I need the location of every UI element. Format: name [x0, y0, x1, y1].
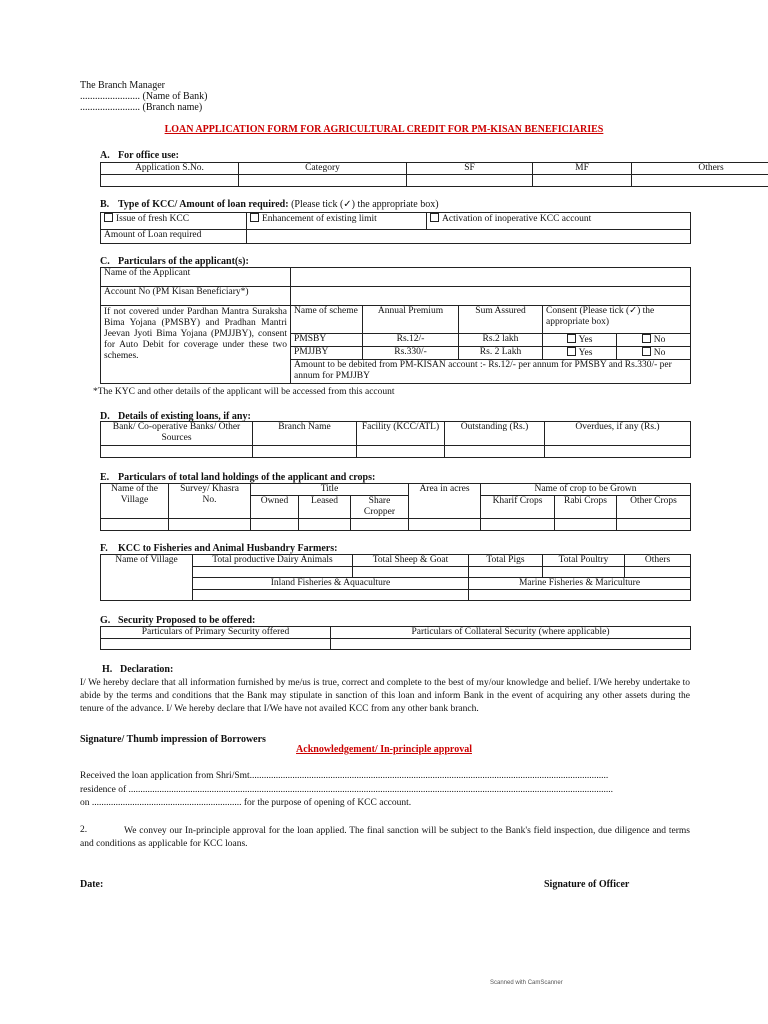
col-others: Others — [632, 163, 768, 175]
borrower-signature-label: Signature/ Thumb impression of Borrowers — [80, 734, 266, 745]
village-header: Name of Village — [101, 555, 193, 601]
owned-header: Owned — [251, 496, 299, 519]
overdues-cell[interactable] — [545, 446, 691, 458]
sf-cell[interactable] — [407, 175, 533, 187]
address-block — [80, 80, 207, 113]
section-c-heading — [100, 256, 249, 267]
date-purpose-line: on ............................................................... for the purpose of opening of KCC account. — [80, 798, 412, 808]
enhancement-option[interactable] — [247, 213, 427, 230]
col-branch-name: Branch Name — [253, 422, 357, 446]
rabi-header: Rabi Crops — [555, 496, 617, 519]
kharif-header: Kharif Crops — [481, 496, 555, 519]
section-g-label: G. — [100, 615, 111, 626]
bank-source-cell[interactable] — [101, 446, 253, 458]
branch-name-cell[interactable] — [253, 446, 357, 458]
mf-cell[interactable] — [533, 175, 632, 187]
crop-header: Name of crop to be Grown — [481, 484, 691, 496]
primary-security-cell[interactable] — [101, 639, 331, 650]
acknowledgement-title: Acknowledgement/ In-principle approval — [296, 744, 472, 755]
pmjjby-premium: Rs.330/- — [363, 347, 459, 360]
security-table — [100, 626, 691, 650]
facility-cell[interactable] — [357, 446, 445, 458]
premium-header: Annual Premium — [363, 306, 459, 334]
land-cell[interactable] — [299, 519, 351, 531]
col-facility: Facility (KCC/ATL) — [357, 422, 445, 446]
checkbox-icon[interactable] — [430, 213, 439, 222]
activation-option[interactable] — [427, 213, 691, 230]
account-label: Account No (PM Kisan Beneficiary*) — [101, 287, 291, 306]
land-holdings-table — [100, 483, 691, 531]
approval-text: We convey our In-principle approval for the loan applied. The final sanction will be subject to the Bank's field inspection, due diligence and terms and conditions as applicable for KCC loans. — [80, 826, 690, 849]
yes-label: Yes — [578, 335, 593, 345]
section-b-label: B. — [100, 199, 110, 210]
applicant-name-field[interactable] — [291, 268, 691, 287]
para-number: 2. — [80, 825, 88, 835]
bank-name-line: ........................ (Name of Bank) — [80, 91, 208, 102]
section-b-title: Type of KCC/ Amount of loan required: — [118, 199, 289, 210]
land-cell[interactable] — [251, 519, 299, 531]
land-cell[interactable] — [169, 519, 251, 531]
declaration-text: I/ We hereby declare that all information furnished by me/us is true, correct and complete to the best of my/our knowledge and belief. I/We hereby undertake to abide by the terms and conditions that the Bank may stipulate in sanction of this loan and inform Bank in the event of acquiring any other assets during the tenure of the advance. I/ We hereby declare that I/We have not availed KCC from any other bank branch. — [80, 678, 690, 714]
col-application-sno: Application S.No. — [101, 163, 239, 175]
section-a-label: A. — [100, 150, 110, 161]
survey-header: Survey/ Khasra No. — [169, 484, 251, 519]
checkbox-icon[interactable] — [642, 334, 651, 343]
debit-note: Amount to be debited from PM-KISAN account :- Rs.12/- per annum for PMSBY and Rs.330/- per annum for PMJJBY — [291, 360, 691, 384]
pmsby-label: PMSBY — [291, 334, 363, 347]
inland-cell[interactable] — [193, 590, 469, 601]
section-h-heading — [102, 664, 173, 675]
land-cell[interactable] — [555, 519, 617, 531]
residence-line: residence of ............................................................................................................................................................................................................ — [80, 785, 614, 795]
land-cell[interactable] — [351, 519, 409, 531]
fresh-kcc-label: Issue of fresh KCC — [116, 214, 190, 224]
enhancement-label: Enhancement of existing limit — [262, 214, 377, 224]
checkbox-icon[interactable] — [642, 347, 651, 356]
date-label: Date: — [80, 879, 104, 890]
pigs-header: Total Pigs — [469, 555, 543, 567]
col-category: Category — [239, 163, 407, 175]
fisheries-table — [100, 554, 691, 601]
section-e-heading — [100, 472, 375, 483]
section-a-title: For office use: — [118, 150, 179, 161]
pmjjby-yes-option[interactable] — [543, 347, 617, 360]
section-a-heading — [100, 150, 179, 161]
sheep-cell[interactable] — [353, 567, 469, 578]
land-cell[interactable] — [101, 519, 169, 531]
title-header: Title — [251, 484, 409, 496]
account-field[interactable] — [291, 287, 691, 306]
section-b-hint: (Please tick (✓) the appropriate box) — [291, 199, 439, 210]
yes-label: Yes — [578, 348, 593, 358]
form-title: LOAN APPLICATION FORM FOR AGRICULTURAL CREDIT FOR PM-KISAN BENEFICIARIES — [164, 124, 604, 135]
category-cell[interactable] — [239, 175, 407, 187]
others-cell[interactable] — [625, 567, 691, 578]
officer-signature-label: Signature of Officer — [544, 879, 630, 890]
land-cell[interactable] — [409, 519, 481, 531]
section-e-label: E. — [100, 472, 110, 483]
land-cell[interactable] — [481, 519, 555, 531]
col-sf: SF — [407, 163, 533, 175]
section-f-title: KCC to Fisheries and Animal Husbandry Farmers: — [118, 543, 338, 554]
col-outstanding: Outstanding (Rs.) — [445, 422, 545, 446]
collateral-security-cell[interactable] — [331, 639, 691, 650]
activation-label: Activation of inoperative KCC account — [442, 214, 592, 224]
inland-header: Inland Fisheries & Aquaculture — [193, 578, 469, 590]
others-cell[interactable] — [632, 175, 768, 187]
existing-loans-table — [100, 421, 691, 458]
checkbox-icon[interactable] — [567, 347, 576, 356]
amount-field[interactable] — [247, 230, 691, 244]
section-c-label: C. — [100, 256, 110, 267]
section-e-title: Particulars of total land holdings of the applicant and crops: — [118, 472, 376, 483]
area-header: Area in acres — [409, 484, 481, 519]
pigs-cell[interactable] — [469, 567, 543, 578]
poultry-cell[interactable] — [543, 567, 625, 578]
applicant-name-label: Name of the Applicant — [101, 268, 291, 287]
pmsby-premium: Rs.12/- — [363, 334, 459, 347]
kcc-type-table — [100, 212, 691, 244]
scheme-header: Name of scheme — [291, 306, 363, 334]
office-use-table — [100, 162, 768, 187]
poultry-header: Total Poultry — [543, 555, 625, 567]
kyc-footnote: *The KYC and other details of the applicant will be accessed from this account — [93, 387, 395, 397]
pmsby-yes-option[interactable] — [543, 334, 617, 347]
pmjjby-no-option[interactable] — [617, 347, 691, 360]
section-g-title: Security Proposed to be offered: — [118, 615, 256, 626]
applicant-table — [100, 267, 691, 384]
amount-label: Amount of Loan required — [101, 230, 247, 244]
branch-name-line: ........................ (Branch name) — [80, 102, 203, 113]
outstanding-cell[interactable] — [445, 446, 545, 458]
consent-header: Consent (Please tick (✓) the appropriate box) — [543, 306, 691, 334]
col-bank-source: Bank/ Co-operative Banks/ Other Sources — [101, 422, 253, 446]
other-crops-header: Other Crops — [617, 496, 691, 519]
pmjjby-label: PMJJBY — [291, 347, 363, 360]
pmsby-sum: Rs.2 lakh — [459, 334, 543, 347]
land-cell[interactable] — [617, 519, 691, 531]
marine-cell[interactable] — [469, 590, 691, 601]
section-d-title: Details of existing loans, if any: — [118, 411, 251, 422]
section-g-heading — [100, 615, 255, 626]
section-c-title: Particulars of the applicant(s): — [118, 256, 249, 267]
section-b-heading — [100, 199, 439, 210]
checkbox-icon[interactable] — [250, 213, 259, 222]
no-label: No — [653, 348, 666, 358]
collateral-security-header: Particulars of Collateral Security (where applicable) — [331, 627, 691, 639]
addressee: The Branch Manager — [80, 80, 165, 91]
auto-debit-consent-text: If not covered under Pardhan Mantra Suraksha Bima Yojana (PMSBY) and Pradhan Mantri Jeevan Jyoti Bima Yojana (PMJJBY), consent for Auto Debit for coverage under these two schemes. — [101, 306, 291, 384]
checkbox-icon[interactable] — [104, 213, 113, 222]
sum-assured-header: Sum Assured — [459, 306, 543, 334]
fresh-kcc-option[interactable] — [101, 213, 247, 230]
pmjjby-sum: Rs. 2 Lakh — [459, 347, 543, 360]
col-overdues: Overdues, if any (Rs.) — [545, 422, 691, 446]
primary-security-header: Particulars of Primary Security offered — [101, 627, 331, 639]
section-h-label: H. — [102, 664, 113, 675]
marine-header: Marine Fisheries & Mariculture — [469, 578, 691, 590]
section-f-heading — [100, 543, 337, 554]
dairy-cell[interactable] — [193, 567, 353, 578]
section-d-label: D. — [100, 411, 110, 422]
village-header: Name of the Village — [101, 484, 169, 519]
col-mf: MF — [533, 163, 632, 175]
received-from-line: Received the loan application from Shri/Smt....................................................................................................................................................... — [80, 771, 609, 781]
scanner-watermark: Scanned with CamScanner — [490, 980, 563, 986]
sheep-header: Total Sheep & Goat — [353, 555, 469, 567]
leased-header: Leased — [299, 496, 351, 519]
share-cropper-header: Share Cropper — [351, 496, 409, 519]
dairy-header: Total productive Dairy Animals — [193, 555, 353, 567]
no-label: No — [653, 335, 666, 345]
section-f-label: F. — [100, 543, 108, 554]
checkbox-icon[interactable] — [567, 334, 576, 343]
section-h-title: Declaration: — [120, 664, 174, 675]
pmsby-no-option[interactable] — [617, 334, 691, 347]
application-sno-cell[interactable] — [101, 175, 239, 187]
others-header: Others — [625, 555, 691, 567]
